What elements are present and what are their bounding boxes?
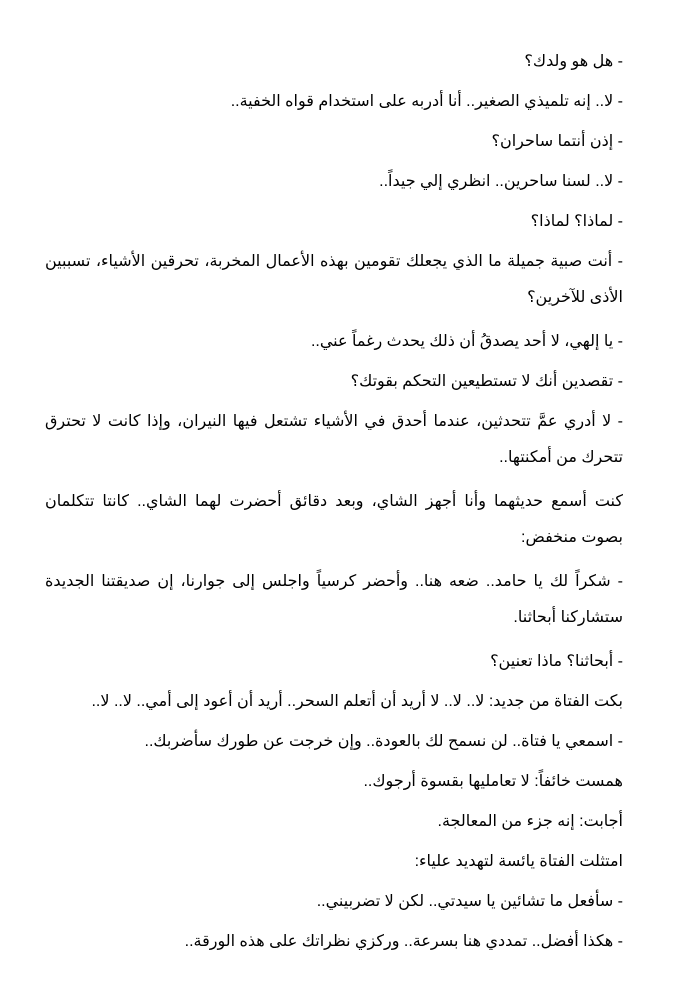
paragraph: - لا.. لسنا ساحرين.. انظري إلي جيداً.. bbox=[379, 173, 623, 190]
paragraph: - يا إلهي، لا أحد يصدقُ أن ذلك يحدث رغماً عني.. bbox=[310, 333, 623, 350]
paragraph: - لا أدري عمَّ تتحدثين، عندما أحدق في الأشياء تشتعل فيها النيران، وإذا كانت لا تحترق تتحرك من أمكنتها.. bbox=[45, 413, 623, 466]
document-page bbox=[45, 44, 623, 964]
paragraph: - إذن أنتما ساحران؟ bbox=[491, 133, 623, 150]
paragraph: كنت أسمع حديثهما وأنا أجهز الشاي، وبعد دقائق أحضرت لهما الشاي.. كانتا تتكلمان بصوت منخفض: bbox=[45, 493, 623, 546]
paragraph: - أنت صبية جميلة ما الذي يجعلك تقومين بهذه الأعمال المخربة، تحرقين الأشياء، تسببين الأذى للآخرين؟ bbox=[45, 253, 623, 306]
paragraph: - أبحاثنا؟ ماذا تعنين؟ bbox=[490, 653, 623, 670]
paragraph: - سأفعل ما تشائين يا سيدتي.. لكن لا تضربيني.. bbox=[316, 893, 623, 910]
paragraph: - شكراً لك يا حامد.. ضعه هنا.. وأحضر كرسياً واجلس إلى جوارنا، إن صديقتنا الجديدة ستشاركنا أبحاثنا. bbox=[45, 573, 623, 626]
paragraph: - تقصدين أنك لا تستطيعين التحكم بقوتك؟ bbox=[350, 373, 623, 390]
paragraph: امتثلت الفتاة يائسة لتهديد علياء: bbox=[414, 853, 623, 870]
paragraph: بكت الفتاة من جديد: لا.. لا.. لا أريد أن أتعلم السحر.. أريد أن أعود إلى أمي.. لا.. لا.. bbox=[91, 693, 623, 710]
paragraph: - هل هو ولدك؟ bbox=[524, 53, 623, 70]
paragraph: - لا.. إنه تلميذي الصغير.. أنا أدربه على استخدام قواه الخفية.. bbox=[230, 93, 623, 110]
paragraph: - هكذا أفضل.. تمددي هنا بسرعة.. وركزي نظراتك على هذه الورقة.. bbox=[184, 933, 623, 950]
paragraph: - لماذا؟ لماذا؟ bbox=[530, 213, 623, 230]
paragraph: - اسمعي يا فتاة.. لن نسمح لك بالعودة.. وإن خرجت عن طورك سأضربك.. bbox=[144, 733, 623, 750]
paragraph: همست خائفاً: لا تعامليها بقسوة أرجوك.. bbox=[363, 773, 623, 790]
paragraph: أجابت: إنه جزء من المعالجة. bbox=[437, 813, 623, 830]
